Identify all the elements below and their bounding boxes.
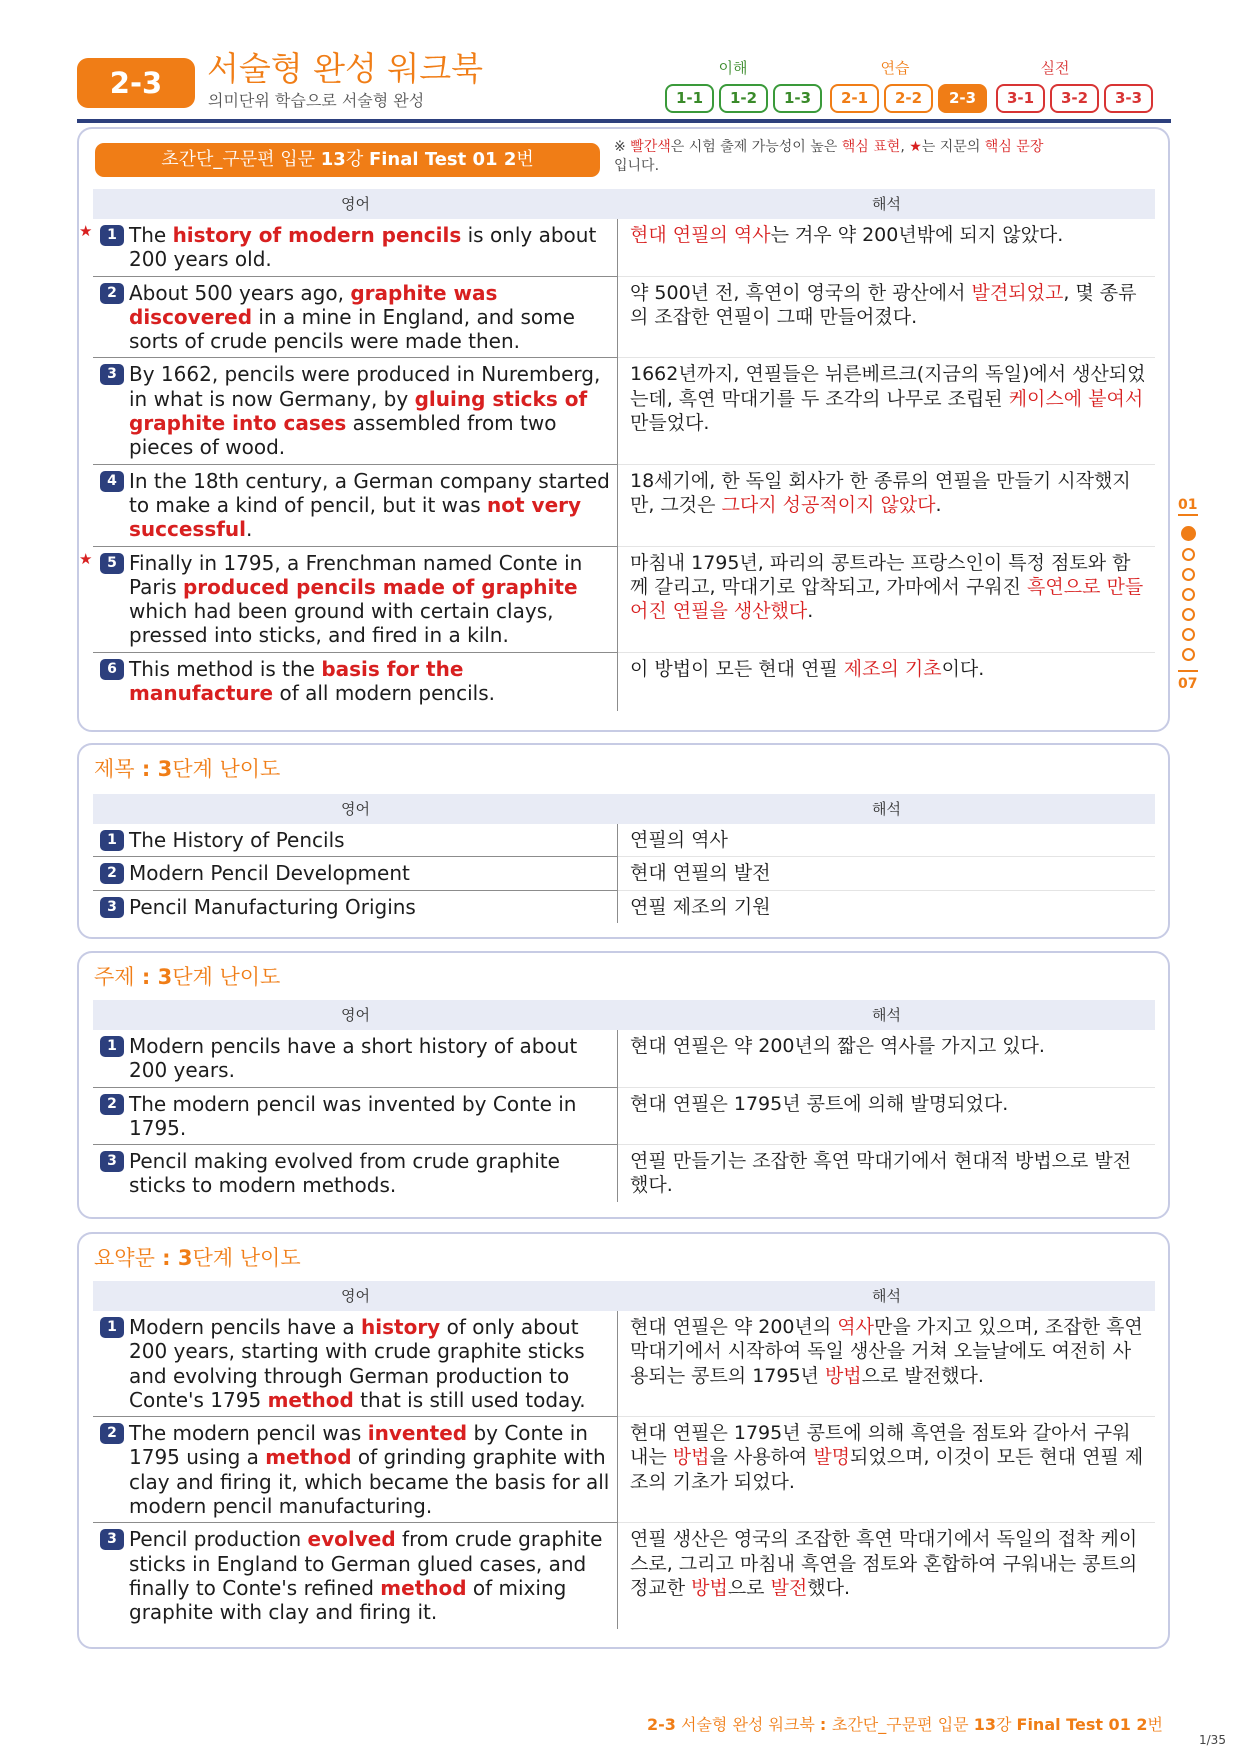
notice-comma: , (900, 139, 910, 155)
notice-end: 입니다. (614, 158, 660, 174)
text-segment: By 1662, pencils were produced in Nuremberg, in what is now Germany, by (129, 362, 601, 411)
test-title-test: Final Test 01 2 (368, 149, 517, 170)
level-button-2-3[interactable]: 2-3 (938, 84, 987, 113)
english-cell (79, 547, 618, 653)
text-segment: Modern pencils have a (129, 1315, 362, 1339)
english-text: Modern Pencil Development (129, 861, 410, 886)
title-panel (77, 743, 1170, 939)
english-cell (93, 824, 618, 857)
text-segment: . (246, 517, 253, 542)
notice-text-1: 은 시험 출제 가능성이 높은 (670, 139, 842, 155)
key-expression: 흑연으로 만들어진 연필을 생산했다 (630, 575, 1144, 623)
key-expression: 현대 연필의 역사 (630, 224, 771, 246)
english-cell (93, 1030, 618, 1088)
translation-cell (618, 358, 1155, 464)
side-nav-line-top (1178, 514, 1198, 516)
key-expression: 발명 (813, 1446, 851, 1469)
side-nav-dot-3[interactable] (1182, 568, 1195, 581)
text-segment: 는 겨우 약 200년밖에 되지 않았다. (770, 224, 1064, 246)
table-row (93, 857, 1155, 890)
text-segment: 되었으며, 이것이 모든 현대 연필 제조의 기초가 되었다. (630, 1446, 1144, 1493)
key-expression: evolved (307, 1527, 396, 1552)
text-segment: 으로 (727, 1576, 771, 1599)
sentence-number: 5 (100, 553, 124, 574)
side-nav-dot-5[interactable] (1182, 608, 1195, 621)
key-expression: history of modern pencils (172, 223, 462, 247)
key-expression: 방법 (691, 1576, 728, 1599)
side-nav-line-bottom (1178, 670, 1198, 672)
text-segment: by Conte in 1795 using a (129, 1421, 588, 1470)
sentence-number: 2 (100, 1423, 124, 1444)
theme-section-level: 3 (157, 965, 173, 989)
text-segment: 이 방법이 모든 현대 연필 (630, 657, 844, 680)
footer-book: 서술형 완성 워크북 (675, 1715, 820, 1734)
title-section-sep: : (134, 757, 158, 781)
text-segment: The modern pencil was (129, 1421, 368, 1446)
table-row (93, 1145, 1155, 1202)
key-expression: basis for the manufacture (129, 656, 464, 706)
passage-table (79, 219, 1155, 711)
theme-section-label: 주제 (94, 965, 135, 989)
theme-section-heading (94, 963, 280, 991)
theme-panel (77, 951, 1170, 1219)
key-expression: 방법 (824, 1364, 862, 1387)
column-header-translation: 해석 (872, 195, 901, 213)
column-header-translation: 해석 (872, 1006, 901, 1024)
english-text: Modern pencils have a short history of about 200 years. (129, 1034, 578, 1083)
key-expression: produced pencils made of graphite (182, 574, 578, 599)
english-text: Pencil making evolved from crude graphite sticks to modern methods. (129, 1149, 560, 1198)
sentence-number: 2 (100, 863, 124, 884)
translation-cell (618, 824, 1155, 857)
text-segment: 18세기에, 한 독일 회사가 한 종류의 연필을 만들기 시작했지만, 그것은 (630, 469, 1131, 516)
translation-cell (618, 1145, 1155, 1202)
summary-section-sep: : (154, 1246, 178, 1270)
translation-cell (618, 1030, 1155, 1088)
translation-cell (618, 1311, 1155, 1417)
summary-table (93, 1311, 1155, 1629)
text-segment: This method is the (129, 656, 322, 681)
key-expression: 발견되었고 (971, 281, 1064, 304)
level-button-2-1[interactable]: 2-1 (830, 84, 879, 113)
table-row (93, 358, 1155, 464)
footer-lesson-number: 13 (973, 1715, 996, 1734)
text-segment: 현대 연필은 약 200년의 (630, 1316, 838, 1338)
column-header-english: 영어 (341, 1287, 370, 1305)
english-cell (93, 1145, 618, 1202)
text-segment: Finally in 1795, a Frenchman named Conte in Paris (129, 550, 583, 599)
sentence-number: 1 (100, 1317, 124, 1338)
table-row (93, 277, 1155, 359)
key-expression: 발전 (770, 1576, 808, 1599)
level-label-understanding: 이해 (718, 59, 748, 77)
level-label-real: 실전 (1040, 59, 1070, 77)
side-nav-dot-4[interactable] (1182, 588, 1195, 601)
key-expression: 방법 (672, 1446, 710, 1469)
key-expression: gluing sticks of graphite into cases (129, 386, 588, 436)
english-cell (93, 857, 618, 890)
text-segment: , 몇 종류의 조잡한 연필이 그때 만들어졌다. (630, 281, 1137, 328)
translation-cell (618, 1417, 1155, 1523)
level-button-3-1[interactable]: 3-1 (996, 84, 1045, 113)
title-section-difficulty: 단계 난이도 (172, 757, 281, 781)
text-segment: Pencil production (129, 1527, 308, 1552)
text-segment: 으로 발전했다. (861, 1364, 984, 1387)
text-segment: The (129, 223, 173, 247)
english-cell (93, 277, 618, 359)
level-button-3-3[interactable]: 3-3 (1104, 84, 1153, 113)
text-segment: About 500 years ago, (129, 280, 351, 305)
text-segment: that is still used today. (353, 1387, 586, 1412)
english-cell (93, 358, 618, 464)
level-button-3-2[interactable]: 3-2 (1050, 84, 1099, 113)
summary-section-heading (94, 1244, 301, 1272)
table-row (93, 891, 1155, 923)
table-row (79, 547, 1155, 653)
translation-text: 현대 연필은 1795년 콩트에 의해 발명되었다. (630, 1092, 1009, 1115)
title-section-label: 제목 (94, 757, 135, 781)
english-cell (93, 465, 618, 547)
english-cell (93, 653, 618, 711)
text-segment: . (807, 600, 814, 623)
text-segment: 현대 연필은 1795년 콩트에 의해 흑연을 점토와 갈아서 구워내는 (630, 1422, 1131, 1469)
translation-cell (618, 653, 1155, 711)
side-nav-last: 07 (1178, 676, 1198, 692)
key-expression: 역사 (837, 1316, 874, 1338)
translation-text: 연필 제조의 기원 (630, 895, 771, 918)
text-segment: 을 사용하여 (709, 1446, 814, 1469)
passage-panel (77, 127, 1170, 732)
sentence-number: 2 (100, 1094, 124, 1115)
text-segment: of only about 200 years, starting with crude graphite sticks and evolving through German production to Conte's 1795 (129, 1315, 585, 1412)
english-cell (93, 1417, 618, 1523)
test-title-suffix: 번 (516, 149, 534, 170)
key-expression: not very successful (129, 492, 582, 542)
text-segment: 연필 생산은 영국의 조잡한 흑연 막대기에서 독일의 접착 케이스로, 그리고 마침내 흑연을 점토와 혼합하여 구워내는 콩트의 정교한 (630, 1528, 1138, 1599)
table-row (93, 1030, 1155, 1088)
english-cell (93, 1311, 618, 1417)
summary-section-difficulty: 단계 난이도 (192, 1246, 301, 1270)
text-segment: 1662년까지, 연필들은 뉘른베르크(지금의 독일)에서 생산되었는데, 흑연 막대기를 두 조각의 나무로 조립된 (630, 363, 1146, 410)
summary-table-header (93, 1281, 1155, 1311)
title-table-header (93, 794, 1155, 824)
translation-text: 현대 연필의 발전 (630, 862, 771, 885)
test-title-badge (95, 143, 600, 177)
level-button-1-3[interactable]: 1-3 (773, 84, 822, 113)
translation-cell (618, 219, 1155, 277)
footer-lesson-unit: 강 (995, 1715, 1017, 1734)
notice-text-2: 는 지문의 (921, 139, 985, 155)
page-title: 서술형 완성 워크북 (207, 49, 484, 88)
footer-test: Final Test 01 2 (1016, 1715, 1148, 1734)
summary-section-label: 요약문 (94, 1246, 155, 1270)
text-segment: In the 18th century, a German company started to make a kind of pencil, but it was (129, 468, 610, 517)
table-row (93, 653, 1155, 711)
sentence-number: 1 (100, 830, 124, 851)
text-segment: 만을 가지고 있으며, 조잡한 흑연 막대기에서 시작하여 독일 생산을 거쳐 오늘날에도 여전히 사용되는 콩트의 1795년 (630, 1316, 1143, 1387)
translation-cell (618, 547, 1155, 653)
key-expression: 케이스에 붙여서 (1008, 387, 1144, 410)
text-segment: of mixing graphite with clay and firing it. (129, 1575, 567, 1625)
column-header-translation: 해석 (872, 800, 901, 818)
translation-cell (618, 1088, 1155, 1146)
notice-key-sentence: 핵심 문장 (984, 139, 1044, 155)
title-table (93, 824, 1155, 923)
title-section-level: 3 (157, 757, 173, 781)
translation-cell (618, 891, 1155, 923)
column-header-translation: 해석 (872, 1287, 901, 1305)
star-icon: ★ (79, 549, 93, 568)
text-segment: . (935, 493, 942, 516)
sentence-number: 3 (100, 1529, 124, 1550)
text-segment: in a mine in England, and some sorts of crude pencils were made then. (129, 304, 575, 354)
table-row (93, 1311, 1155, 1417)
english-cell (93, 1523, 618, 1628)
translation-cell (618, 465, 1155, 547)
translation-text: 연필 만들기는 조잡한 흑연 막대기에서 현대적 방법으로 발전했다. (630, 1150, 1132, 1197)
key-expression: graphite was discovered (129, 280, 498, 329)
translation-cell (618, 1523, 1155, 1628)
theme-section-sep: : (134, 965, 158, 989)
english-cell (93, 1088, 618, 1146)
title-section-heading (94, 755, 280, 783)
sentence-number: 3 (100, 897, 124, 918)
text-segment: 마침내 1795년, 파리의 콩트라는 프랑스인이 특정 점토와 함께 갈리고, 막대기로 압착되고, 가마에서 구워진 (630, 551, 1131, 598)
side-nav-dot-2[interactable] (1182, 548, 1195, 561)
sentence-number: 1 (100, 225, 124, 246)
test-title-course: 초간단_구문편 입문 (161, 149, 321, 170)
table-row (93, 1523, 1155, 1628)
sentence-number: 4 (100, 471, 124, 492)
level-label-practice: 연습 (880, 59, 910, 77)
text-segment: 만들었다. (630, 412, 710, 435)
theme-table-header (93, 1000, 1155, 1030)
key-expression: method (380, 1575, 467, 1600)
text-segment: is only about 200 years old. (129, 223, 597, 272)
page-subtitle: 의미단위 학습으로 서술형 완성 (208, 91, 425, 110)
summary-panel (77, 1232, 1170, 1649)
notice-prefix: ※ (614, 139, 631, 155)
page-number: 1/35 (1199, 1733, 1226, 1747)
section-badge: 2-3 (77, 58, 195, 108)
star-icon: ★ (79, 222, 93, 240)
passage-table-header (93, 189, 1155, 219)
column-header-english: 영어 (341, 800, 370, 818)
sentence-number: 3 (100, 1151, 124, 1172)
notice-red-word: 빨간색 (630, 139, 671, 155)
footer-sep: : (819, 1715, 832, 1734)
star-icon: ★ (909, 139, 922, 155)
table-row (79, 219, 1155, 277)
translation-cell (618, 857, 1155, 890)
footer-code: 2-3 (647, 1715, 676, 1734)
header-divider (77, 119, 1171, 123)
sentence-number: 2 (100, 283, 124, 304)
english-text: The History of Pencils (129, 828, 345, 852)
notice-key-expression: 핵심 표현 (841, 139, 901, 155)
side-nav-first: 01 (1178, 497, 1198, 513)
sentence-number: 3 (100, 364, 124, 385)
test-title-lesson-number: 13 (320, 149, 346, 170)
level-button-2-2[interactable]: 2-2 (884, 84, 933, 113)
key-expression: method (265, 1445, 352, 1470)
table-row (93, 1088, 1155, 1146)
key-expression: method (267, 1387, 354, 1412)
text-segment: from crude graphite sticks in England to German glued cases, and finally to Conte's refined (129, 1527, 603, 1600)
level-button-1-1[interactable]: 1-1 (665, 84, 714, 113)
legend-notice (614, 138, 1154, 176)
text-segment: of all modern pencils. (273, 681, 495, 706)
sentence-number: 1 (100, 1036, 124, 1057)
theme-table (93, 1030, 1155, 1202)
text-segment: 약 500년 전, 흑연이 영국의 한 광산에서 (630, 281, 972, 304)
english-text: The modern pencil was invented by Conte in 1795. (129, 1091, 577, 1140)
test-title-lesson-unit: 강 (345, 149, 369, 170)
table-row (93, 1417, 1155, 1523)
footer-test-suffix: 번 (1147, 1715, 1163, 1734)
key-expression: 그다지 성공적이지 않았다 (721, 493, 936, 516)
english-cell (79, 219, 618, 277)
text-segment: of grinding graphite with clay and firing it, which became the basis for all modern pencil manufacturing. (129, 1445, 610, 1519)
summary-section-level: 3 (177, 1246, 193, 1270)
english-text: Pencil Manufacturing Origins (129, 894, 416, 919)
sentence-number: 6 (100, 659, 124, 680)
side-nav-dot-6[interactable] (1182, 628, 1195, 641)
translation-cell (618, 277, 1155, 359)
table-row (93, 465, 1155, 547)
side-nav-dot-1[interactable] (1181, 526, 1196, 541)
text-segment: 했다. (807, 1576, 851, 1599)
column-header-english: 영어 (341, 1006, 370, 1024)
translation-text: 현대 연필은 약 200년의 짧은 역사를 가지고 있다. (630, 1035, 1045, 1057)
text-segment: 이다. (941, 657, 985, 680)
footer-course: 초간단_구문편 입문 (831, 1715, 974, 1734)
column-header-english: 영어 (341, 195, 370, 213)
key-expression: invented (367, 1421, 468, 1446)
key-expression: 제조의 기초 (843, 657, 942, 680)
key-expression: history (361, 1315, 441, 1339)
side-nav-dot-7[interactable] (1182, 648, 1195, 661)
text-segment: assembled from two pieces of wood. (129, 411, 557, 460)
page-footer (647, 1715, 1163, 1735)
english-cell (93, 891, 618, 923)
table-row (93, 824, 1155, 857)
text-segment: which had been ground with certain clays, pressed into sticks, and fired in a kiln. (129, 599, 554, 648)
translation-text: 연필의 역사 (630, 829, 728, 851)
theme-section-difficulty: 단계 난이도 (172, 965, 281, 989)
level-button-1-2[interactable]: 1-2 (719, 84, 768, 113)
